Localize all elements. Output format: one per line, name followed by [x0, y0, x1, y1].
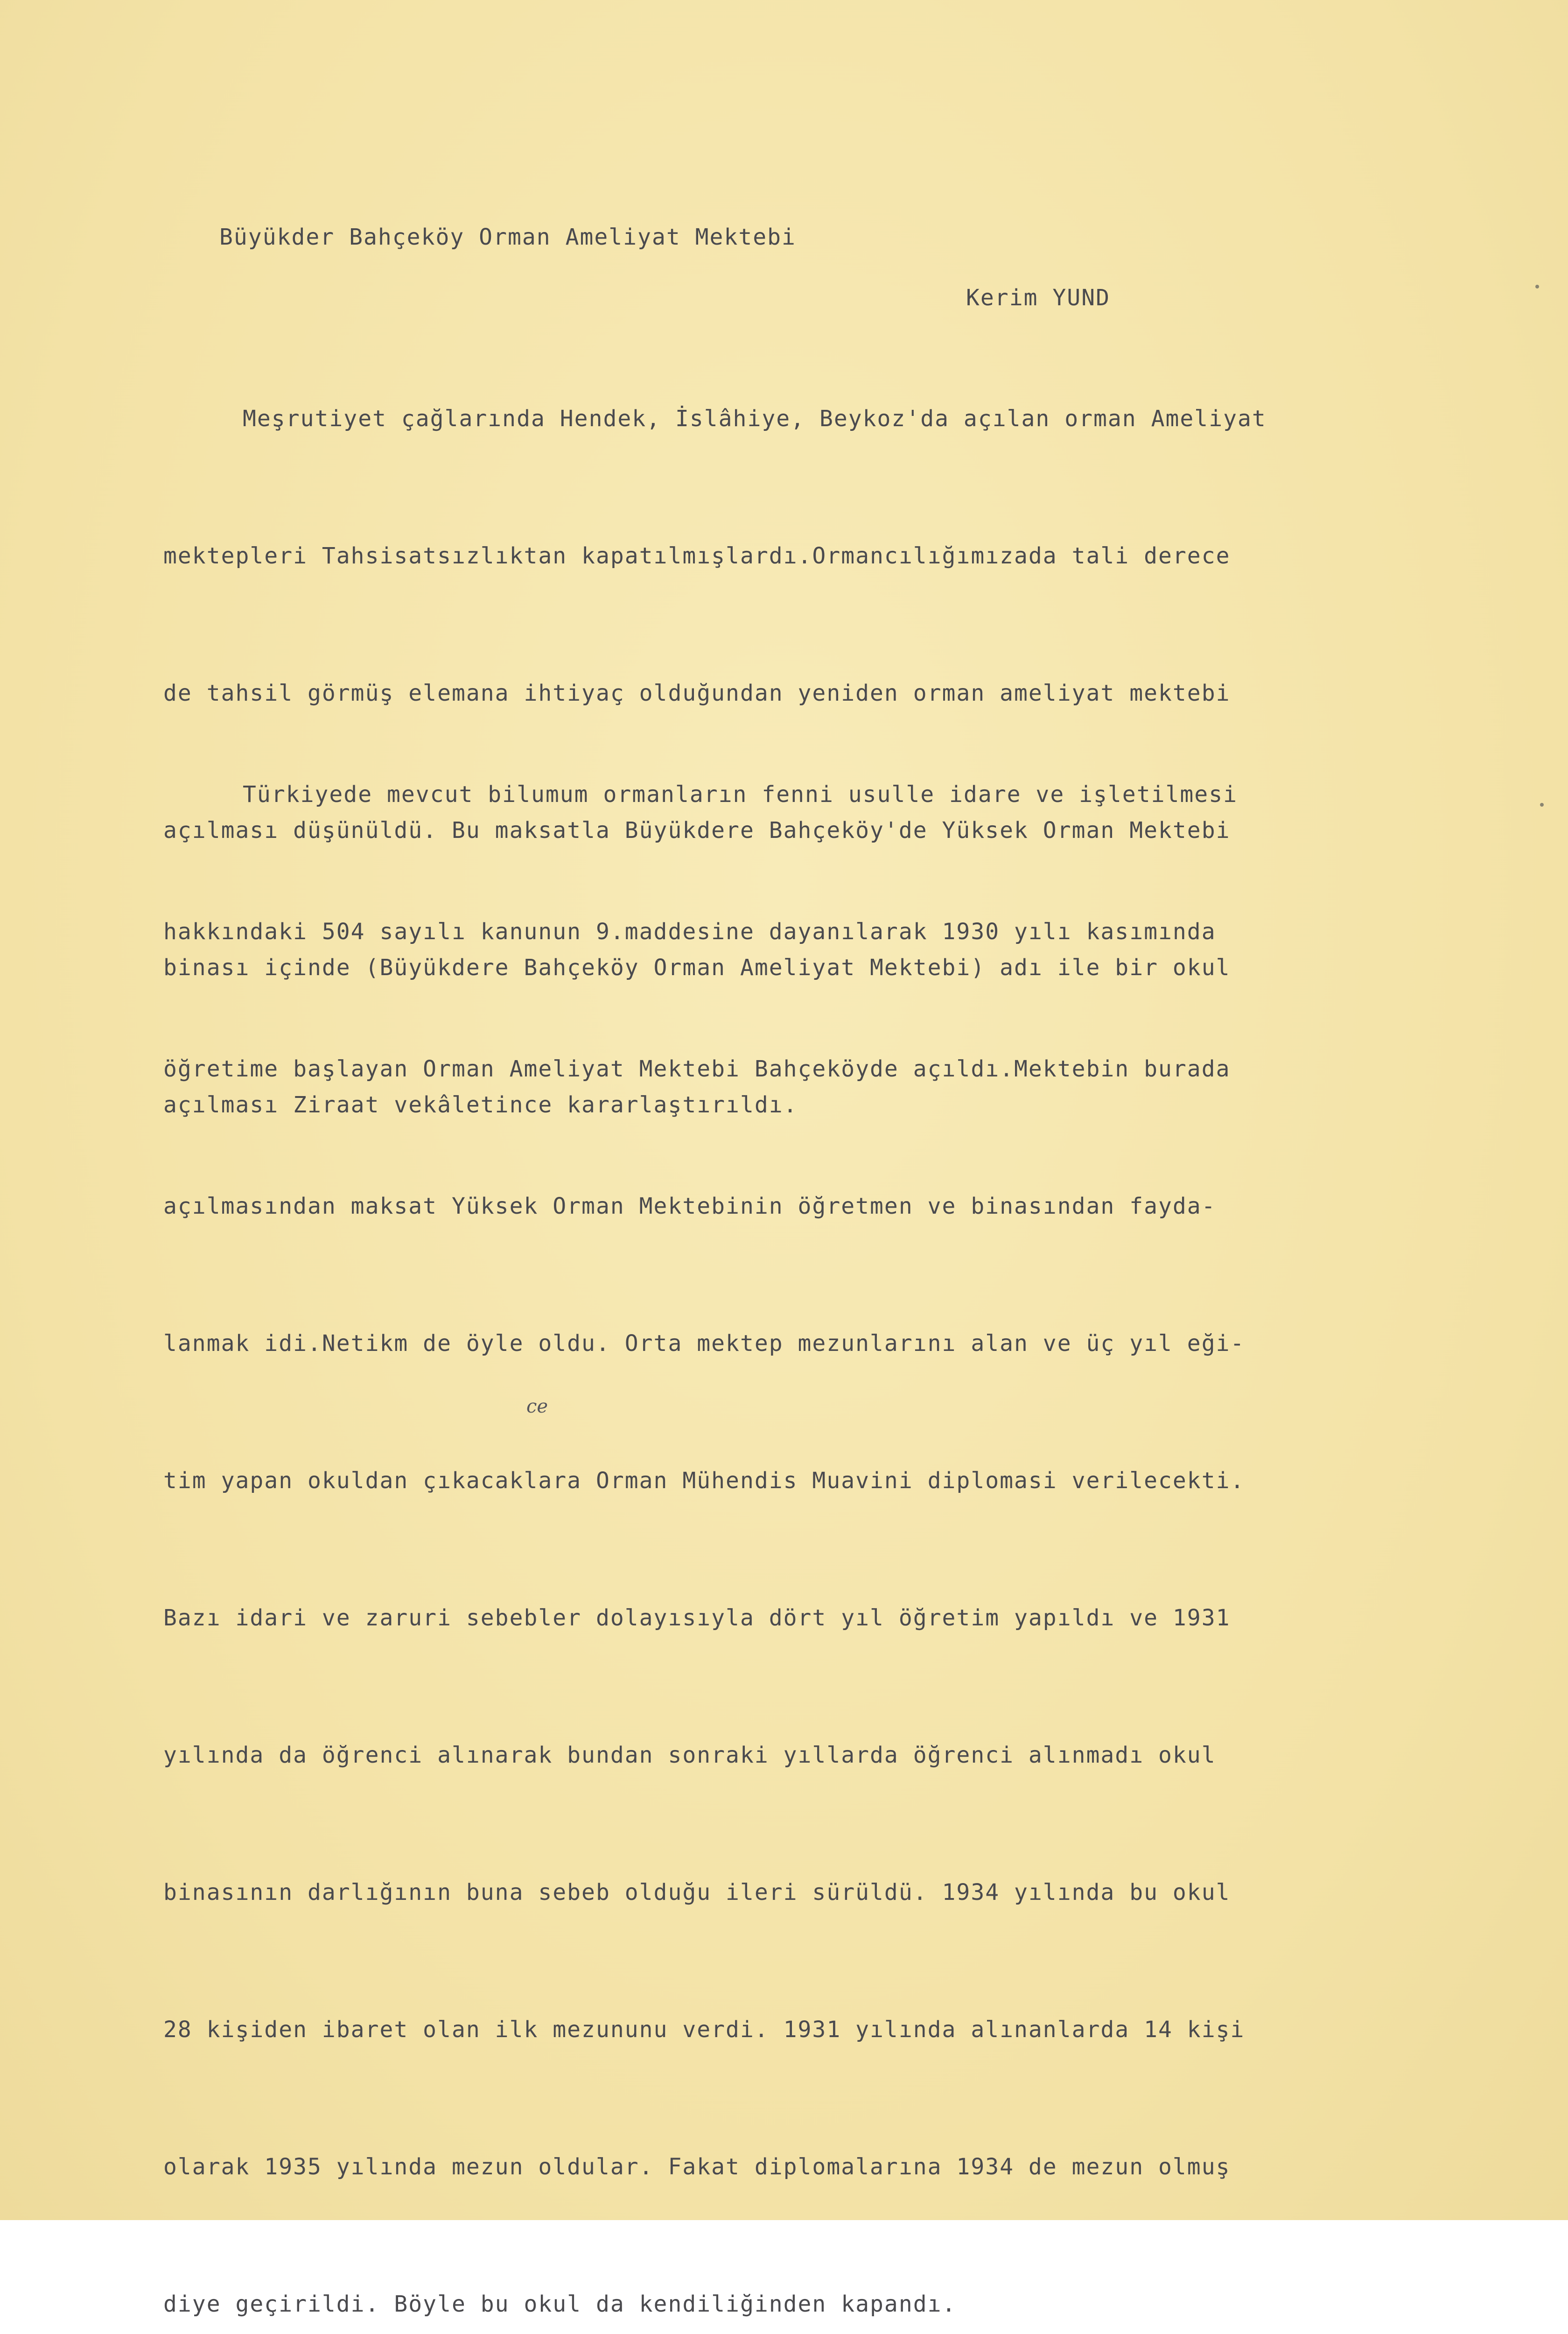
text-line: lanmak idi.Netikm de öyle oldu. Orta mektep mezunlarını alan ve üç yıl eği- — [163, 1330, 1245, 1357]
text-line: öğretime başlayan Orman Ameliyat Mektebi Bahçeköyde açıldı.Mektebin burada — [163, 1056, 1231, 1082]
text-line: Türkiyede mevcut bilumum ormanların fenni usulle idare ve işletilmesi — [243, 781, 1238, 808]
text-line: tim yapan okuldan çıkacaklara Orman Mühendis Muavini diplomasi verilecekti. — [163, 1468, 1245, 1494]
text-line: hakkındaki 504 sayılı kanunun 9.maddesine dayanılarak 1930 yılı kasımında — [163, 919, 1216, 945]
text-line: Bazı idari ve zaruri sebebler dolayısıyla dört yıl öğretim yapıldı ve 1931 — [163, 1605, 1231, 1631]
paper-speck — [1535, 285, 1539, 288]
text-line: açılması düşünüldü. Bu maksatla Büyükdere Bahçeköy'de Yüksek Orman Mektebi — [163, 817, 1231, 844]
document-author: Kerim YUND — [966, 285, 1110, 311]
text-line: de tahsil görmüş elemana ihtiyaç olduğundan yeniden orman ameliyat mektebi — [163, 680, 1231, 706]
paragraph-2 — [163, 721, 1540, 2334]
text-line: mektepleri Tahsisatsızlıktan kapatılmışlardı.Ormancılığımızada tali derece — [163, 543, 1231, 569]
text-line: açılmasından maksat Yüksek Orman Mektebinin öğretmen ve binasından fayda- — [163, 1193, 1216, 1219]
paper-speck — [1540, 803, 1544, 807]
text-line: açılması Ziraat vekâletince kararlaştırıldı. — [163, 1092, 798, 1118]
text-line: binasının darlığının buna sebeb olduğu ileri sürüldü. 1934 yılında bu okul — [163, 1879, 1231, 1905]
document-title: Büyükder Bahçeköy Orman Ameliyat Mektebi — [219, 224, 796, 250]
text-line: yılında da öğrenci alınarak bundan sonraki yıllarda öğrenci alınmadı okul — [163, 1742, 1216, 1768]
text-line: olarak 1935 yılında mezun oldular. Fakat diplomalarına 1934 de mezun olmuş — [163, 2154, 1231, 2180]
text-line: Meşrutiyet çağlarında Hendek, İslâhiye, Beykoz'da açılan orman Ameliyat — [243, 406, 1267, 432]
text-line: binası içinde (Büyükdere Bahçeköy Orman Ameliyat Mektebi) adı ile bir okul — [163, 955, 1231, 981]
handwritten-correction: ce — [526, 1396, 548, 1417]
text-line: diye geçirildi. Böyle bu okul da kendiliğinden kapandı. — [163, 2291, 957, 2317]
text-line: 28 kişiden ibaret olan ilk mezununu verdi. 1931 yılında alınanlarda 14 kişi — [163, 2017, 1245, 2043]
